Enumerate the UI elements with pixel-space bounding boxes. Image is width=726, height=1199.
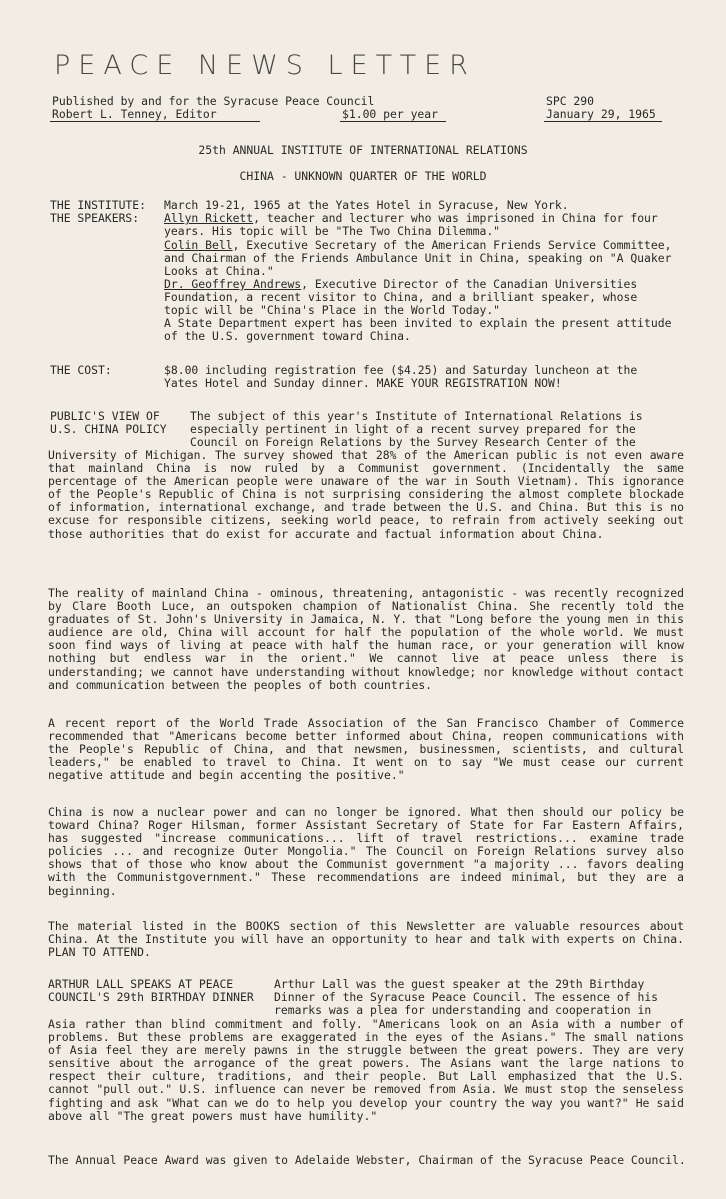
speaker3-line3: topic will be "China's Place in the World Today.": [164, 303, 501, 317]
speaker1-rest: , teacher and lecturer who was imprisoned in China for four: [253, 211, 658, 225]
public-view-intro-2: especially pertinent in light of a recent survey prepared for the: [190, 422, 636, 436]
public-view-label-1: PUBLIC'S VIEW OF: [50, 409, 160, 423]
label-institute: THE INSTITUTE:: [50, 198, 147, 212]
speaker3-rest: , Executive Director of the Canadian Universities: [301, 277, 638, 291]
lall-intro-2: Dinner of the Syracuse Peace Council. The essence of his: [274, 990, 659, 1004]
speaker1-line2: years. His topic will be "The Two China Dilemma.": [164, 224, 501, 238]
lall-intro-1: Arthur Lall was the guest speaker at the 29th Birthday: [274, 977, 645, 991]
paragraph-nuclear: China is now a nuclear power and can no longer be ignored. What then should our policy be toward China? Roger Hilsman, former Assistant Secretary of State for Far Eastern Affairs, has suggested "increase communications... lift of travel restrictions... examine trade policies ... and recognize Outer Mongolia." The Council on Foreign Relations survey also shows that of those who know about the Communist government "a majority ... favors dealing with the Communistgovernment." These recommendations are indeed minimal, but they are a beginning.: [48, 805, 684, 898]
public-view-intro-1: The subject of this year's Institute of International Relations is: [190, 409, 643, 423]
speaker3-name: Dr. Geoffrey Andrews: [164, 277, 302, 291]
rule-editor: [50, 121, 260, 122]
publisher-line: Published by and for the Syracuse Peace Council: [52, 94, 375, 108]
public-view-body: University of Michigan. The survey showed that 28% of the American public is not even aware that mainland China is now ruled by a Communist government. (Incidentally the same percentage of the American people were unaware of the war in South Vietnam). This ignorance of the People's Republic of China is not surprising considering the almost complete blockade of information, international exchange, and trade between the U.S. and China. But this is no excuse for responsible citizens, seeking world peace, to refrain from actively seeking out those authorities that do exist for accurate and factual information about China.: [48, 448, 684, 541]
label-cost: THE COST:: [50, 363, 112, 377]
speaker2-rest: , Executive Secretary of the American Friends Service Committee,: [232, 238, 672, 252]
public-view-label-2: U.S. CHINA POLICY: [50, 422, 167, 436]
state-dept-line2: of the U.S. government toward China.: [164, 329, 411, 343]
rule-price: [340, 121, 446, 122]
state-dept-line1: A State Department expert has been invited to explain the present attitude: [164, 316, 672, 330]
award-line: The Annual Peace Award was given to Adelaide Webster, Chairman of the Syracuse Peace Council.: [48, 1153, 686, 1167]
speaker2-name: Colin Bell: [164, 238, 233, 252]
lall-intro-3: remarks was a plea for understanding and cooperation in: [274, 1003, 652, 1017]
institute-heading: 25th ANNUAL INSTITUTE OF INTERNATIONAL RELATIONS: [198, 143, 528, 157]
public-view-intro-3: Council on Foreign Relations by the Survey Research Center of the: [190, 435, 636, 449]
masthead-title: PEACE NEWS LETTER: [54, 50, 476, 81]
lall-label-1: ARTHUR LALL SPEAKS AT PEACE: [48, 977, 234, 991]
price-line: $1.00 per year: [342, 107, 439, 121]
lall-body: Asia rather than blind commitment and folly. "Americans look on an Asia with a number of problems. But these problems are exaggerated in the eyes of the Asians." The small nations of Asia feel they are merely pawns in the struggle between the great powers. They are very sensitive about the arrogance of the great powers. The Asians want the large nations to respect their culture, traditions, and their people. But Lall emphasized that the U.S. cannot "pull out." U.S. influence can never be removed from Asia. We must stop the senseless fighting and ask "What can we do to help you develop your country the way you want?" He said above all "The great powers must have humility.": [48, 1017, 684, 1123]
speaker2-line3: Looks at China.": [164, 264, 274, 278]
paragraph-books: The material listed in the BOOKS section of this Newsletter are valuable resources about China. At the Institute you will have an opportunity to hear and talk with experts on China. PLAN TO ATTEND.: [48, 919, 684, 960]
editor-line: Robert L. Tenney, Editor: [52, 107, 217, 121]
lall-label-2: COUNCIL'S 29th BIRTHDAY DINNER: [48, 990, 254, 1004]
issue-date: January 29, 1965: [546, 107, 656, 121]
paragraph-trade: A recent report of the World Trade Association of the San Francisco Chamber of Commerce recommended that "Americans become better informed about China, reopen communications with the People's Republic of China, and that newsmen, businessmen, scientists, and cultural leaders," be enabled to travel to China. It went on to say "We must cease our current negative attitude and begin accenting the positive.": [48, 716, 684, 783]
speaker1-name: Allyn Rickett: [164, 211, 254, 225]
cost-line1: $8.00 including registration fee ($4.25) and Saturday luncheon at the: [164, 363, 638, 377]
cost-line2: Yates Hotel and Sunday dinner. MAKE YOUR REGISTRATION NOW!: [164, 376, 562, 390]
speaker3-line2: Foundation, a recent visitor to China, and a brilliant speaker, whose: [164, 290, 638, 304]
institute-subheading: CHINA - UNKNOWN QUARTER OF THE WORLD: [239, 169, 487, 183]
issue-number: SPC 290: [546, 94, 595, 108]
rule-date: [544, 121, 662, 122]
institute-text: March 19-21, 1965 at the Yates Hotel in Syracuse, New York.: [164, 198, 569, 212]
paragraph-reality: The reality of mainland China - ominous, threatening, antagonistic - was recently recognized by Clare Booth Luce, an outspoken champion of Nationalist China. She recently told the graduates of St. John's University in Jamaica, N. Y. that "Long before the young men in this audience are old, China will account for half the population of the whole world. We must soon find ways of living at peace with half the human race, or your generation will know nothing but endless war in the orient." We cannot live at peace unless there is understanding; we cannot have understanding without knowledge; nor knowledge without contact and communication between the peoples of both countries.: [48, 586, 684, 692]
speaker2-line2: and Chairman of the Friends Ambulance Unit in China, speaking on "A Quaker: [164, 251, 672, 265]
label-speakers: THE SPEAKERS:: [50, 211, 140, 225]
